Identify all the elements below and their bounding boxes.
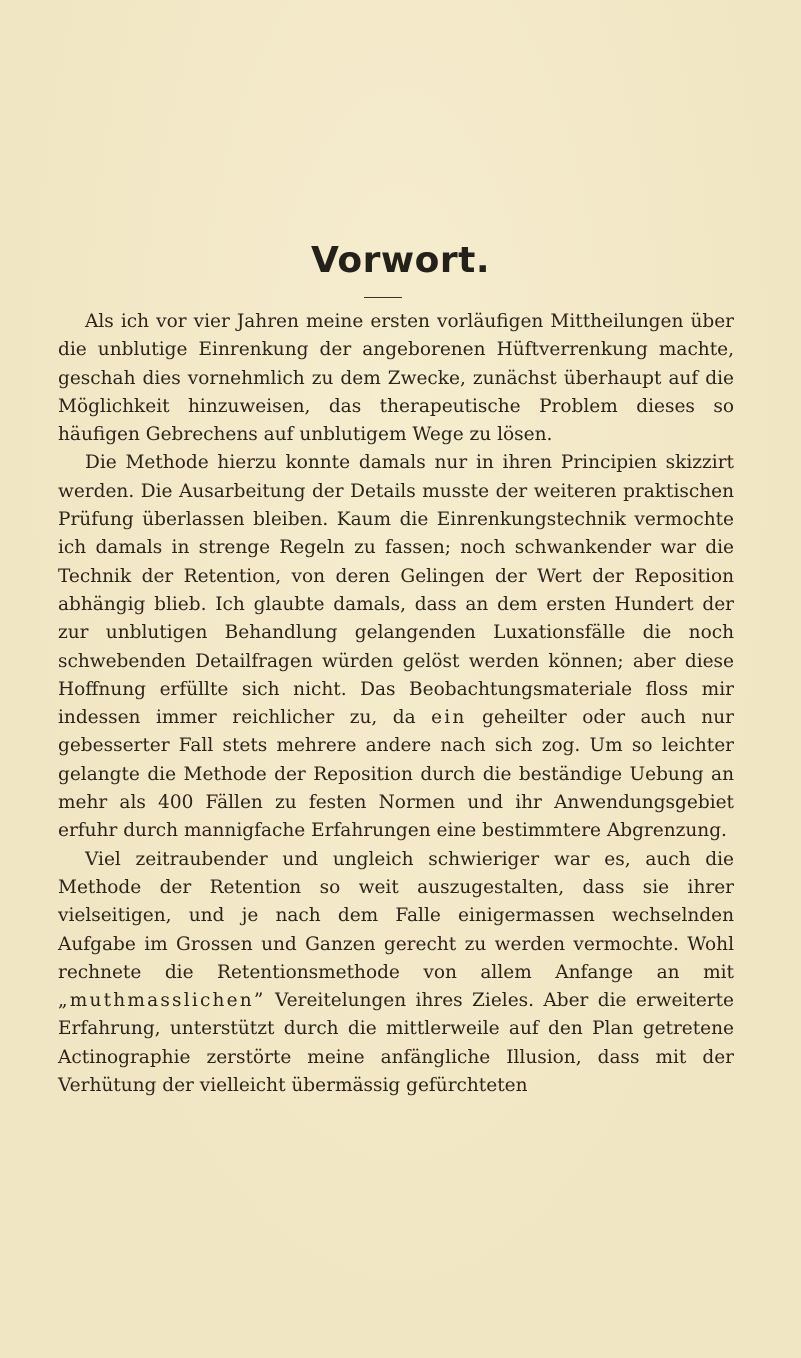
title-divider bbox=[364, 297, 402, 298]
paragraph-3 bbox=[58, 846, 734, 1101]
body-text bbox=[58, 308, 734, 1100]
paragraph-3-text-b: Vereitelungen ihres Zieles. Aber die erweiterte Erfahrung, unterstützt durch die mittlerweile auf den Plan getretene Actinographie zerstörte meine anfängliche Illusion, dass mit der Verhütung der vielleicht übermässig gefürchteten bbox=[58, 990, 734, 1097]
paragraph-2-text-b: geheilter oder auch nur gebesserter Fall stets mehrere andere nach sich zog. Um so leichter gelangte die Methode der Reposition durch die beständige Uebung an mehr als 400 Fällen zu festen Normen und ihr Anwendungsgebiet erfuhr durch mannigfache Erfahrungen eine bestimmtere Abgrenzung. bbox=[58, 707, 734, 842]
paragraph-2 bbox=[58, 449, 734, 845]
paragraph-3-emphasis: „muthmasslichen” bbox=[58, 990, 266, 1012]
paragraph-2-emphasis: ein bbox=[431, 707, 467, 729]
paragraph-2-text-a: Die Methode hierzu konnte damals nur in ihren Principien skizzirt werden. Die Ausarbeitung der Details musste der weiteren praktischen Prüfung überlassen bleiben. Kaum die Einrenkungstechnik vermochte ich damals in strenge Regeln zu fassen; noch schwankender war die Technik der Retention, von deren Gelingen der Wert der Reposition abhängig blieb. Ich glaubte damals, dass an dem ersten Hundert der zur unblutigen Behandlung gelangenden Luxationsfälle die noch schwebenden Detailfragen würden gelöst werden können; aber diese Hoffnung erfüllte sich nicht. Das Beobachtungsmateriale floss mir indessen immer reichlicher zu, da bbox=[58, 452, 734, 729]
page-title: Vorwort. bbox=[310, 240, 490, 281]
paragraph-1-text: Als ich vor vier Jahren meine ersten vorläufigen Mittheilungen über die unblutige Einrenkung der angeborenen Hüftverrenkung machte, geschah dies vornehmlich zu dem Zwecke, zunächst überhaupt auf die Möglichkeit hinzuweisen, das therapeutische Problem dieses so häufigen Gebrechens auf unblutigem Wege zu lösen. bbox=[58, 311, 734, 446]
paragraph-3-text-a: Viel zeitraubender und ungleich schwieriger war es, auch die Methode der Retention so weit auszugestalten, dass sie ihrer vielseitigen, und je nach dem Falle einigermassen wechselnden Aufgabe im Grossen und Ganzen gerecht zu werden vermochte. Wohl rechnete die Retentionsmethode von allem Anfange an mit bbox=[58, 848, 734, 983]
paragraph-1 bbox=[58, 308, 734, 449]
